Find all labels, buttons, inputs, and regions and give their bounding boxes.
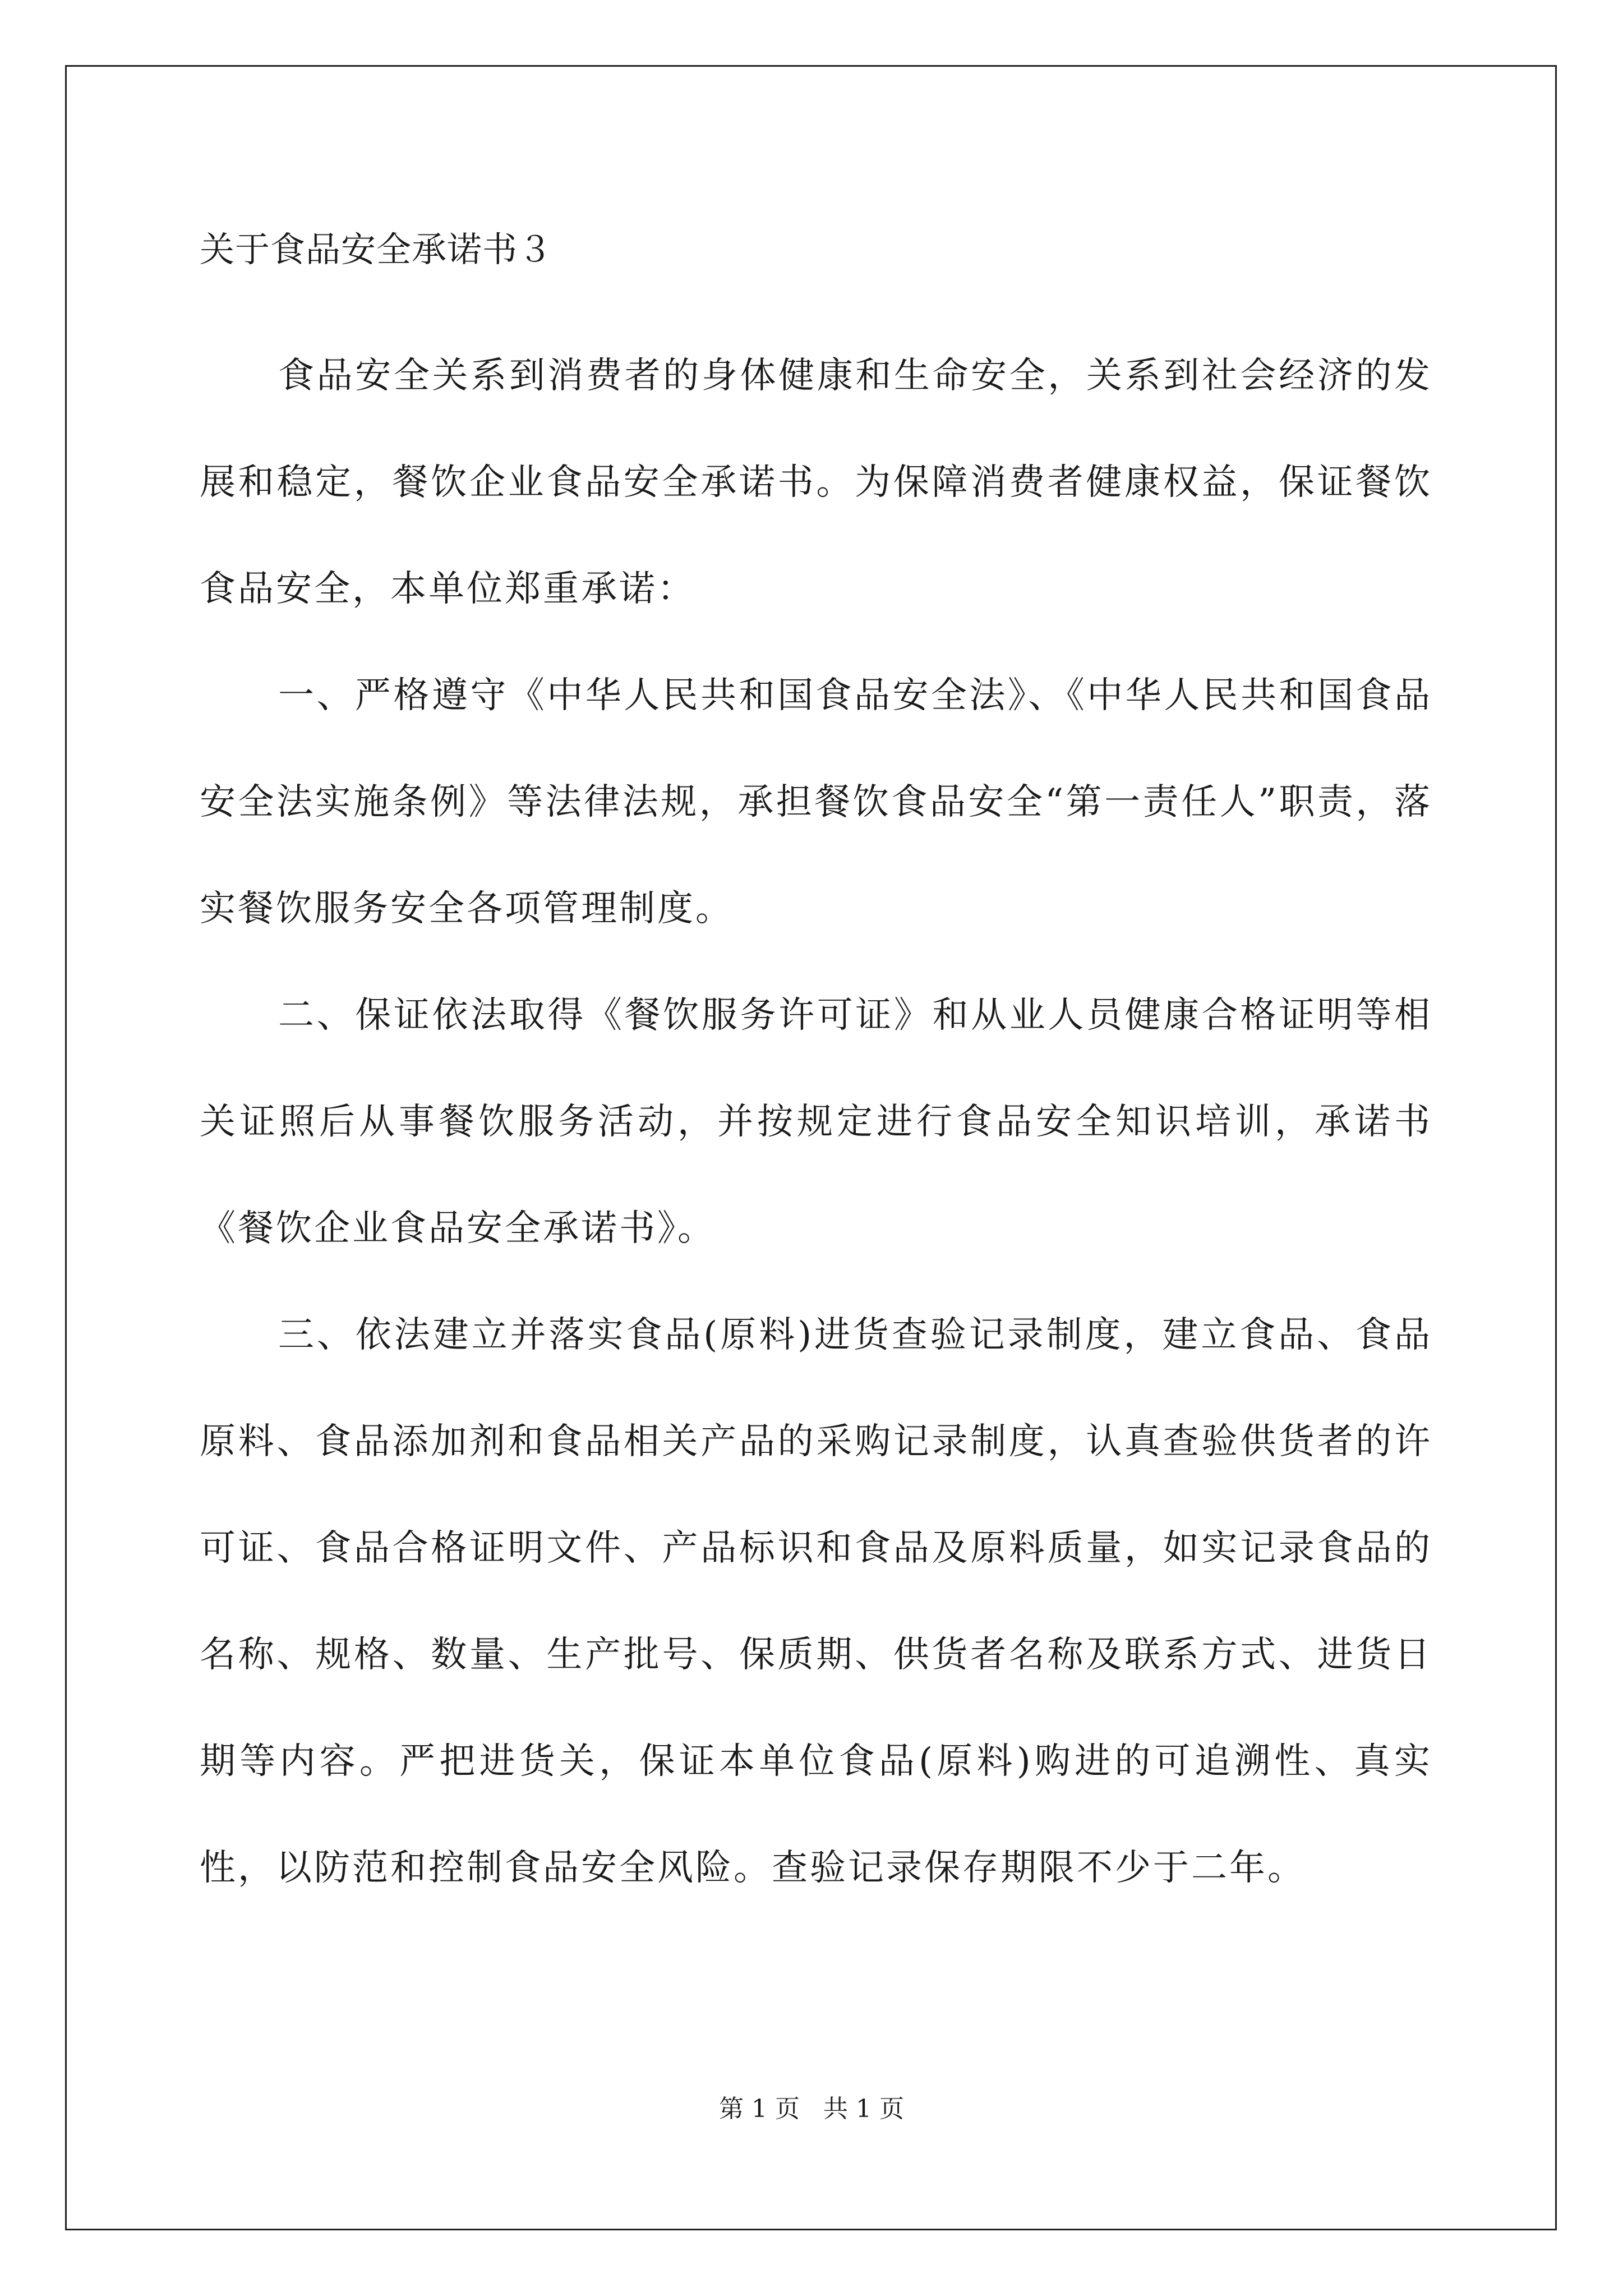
page-footer: 第 1 页 共 1 页 bbox=[719, 2095, 904, 2123]
paragraph-clause-1: 一、严格遵守《中华人民共和国食品安全法》、《中华人民共和国食品安全法实施条例》等法律法规，承担餐饮食品安全“第一责任人”职责，落实餐饮服务安全各项管理制度。 bbox=[200, 675, 1432, 930]
paragraph-clause-2: 二、保证依法取得《餐饮服务许可证》和从业人员健康合格证明等相关证照后从事餐饮服务活动，并按规定进行食品安全知识培训，承诺书《餐饮企业食品安全承诺书》。 bbox=[200, 995, 1432, 1249]
document-body bbox=[200, 216, 1432, 1921]
paragraph-clause-3: 三、依法建立并落实食品(原料)进货查验记录制度，建立食品、食品原料、食品添加剂和食品相关产品的采购记录制度，认真查验供货者的许可证、食品合格证明文件、产品标识和食品及原料质量，如实记录食品的名称、规格、数量、生产批号、保质期、供货者名称及联系方式、进货日期等内容。严把进货关，保证本单位食品(原料)购进的可追溯性、真实性，以防范和控制食品安全风险。查验记录保存期限不少于二年。 bbox=[200, 1314, 1432, 1889]
title-spacer bbox=[200, 283, 1432, 323]
document-title: 关于食品安全承诺书３ bbox=[200, 229, 554, 270]
paragraph-intro: 食品安全关系到消费者的身体健康和生命安全，关系到社会经济的发展和稳定，餐饮企业食品安全承诺书。为保障消费者健康权益，保证餐饮食品安全，本单位郑重承诺： bbox=[200, 355, 1432, 610]
